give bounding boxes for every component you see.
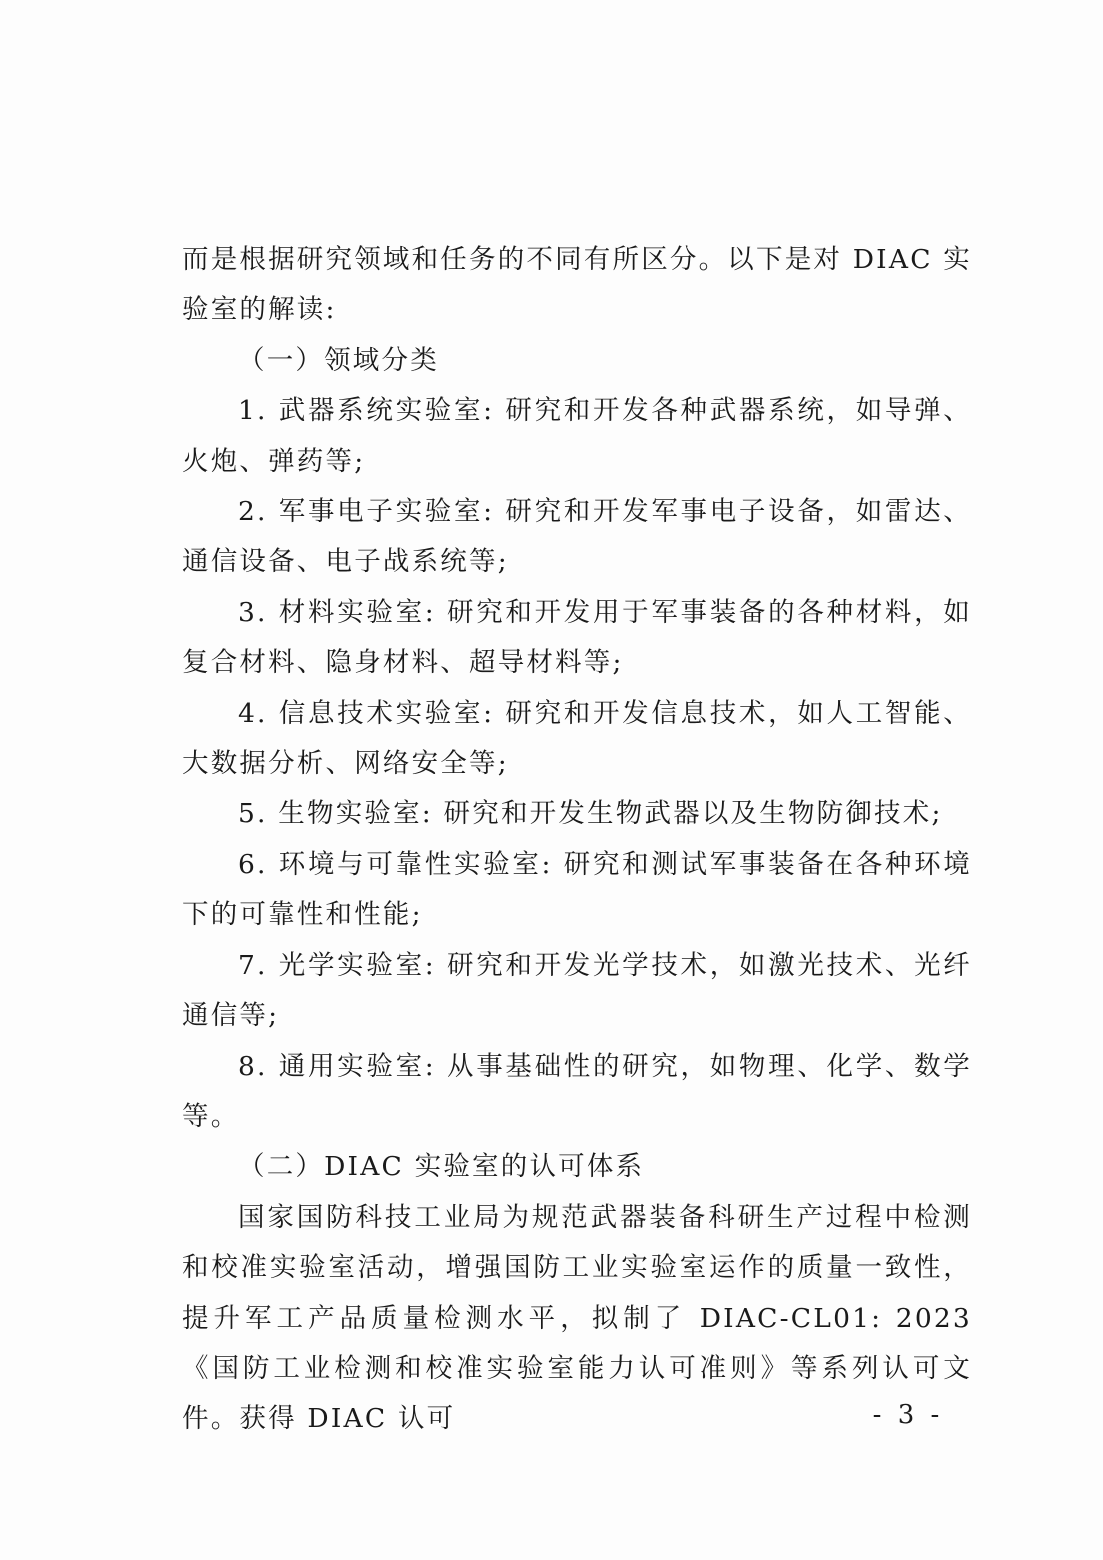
list-item-biology-lab: 5. 生物实验室: 研究和开发生物武器以及生物防御技术;	[238, 798, 943, 830]
section-heading-field-classification: （一）领域分类	[238, 344, 439, 376]
list-item-information-technology-lab: 4. 信息技术实验室: 研究和开发信息技术，如人工智能、大数据分析、网络安全等;	[182, 697, 972, 780]
list-item-general-lab: 8. 通用实验室: 从事基础性的研究，如物理、化学、数学等。	[182, 1050, 972, 1132]
list-item-optics-lab: 7. 光学实验室: 研究和开发光学技术，如激光技术、光纤通信等;	[182, 949, 972, 1032]
list-item-materials-lab: 3. 材料实验室: 研究和开发用于军事装备的各种材料，如复合材料、隐身材料、超导材料等;	[182, 596, 972, 679]
list-item-military-electronics-lab: 2. 军事电子实验室: 研究和开发军事电子设备，如雷达、通信设备、电子战系统等;	[182, 496, 972, 578]
list-item-environment-reliability-lab: 6. 环境与可靠性实验室: 研究和测试军事装备在各种环境下的可靠性和性能;	[182, 848, 972, 931]
paragraph-accreditation-description: 国家国防科技工业局为规范武器装备科研生产过程中检测和校准实验室活动，增强国防工业实验室运作的质量一致性，提升军工产品质量检测水平，拟制了 DIAC-CL01: 2023《国防工业检测和校准实验室能力认可准则》等系列认可文件。获得 DIAC 认可	[182, 1201, 972, 1435]
section-heading-accreditation-system: （二）DIAC 实验室的认可体系	[238, 1151, 645, 1183]
paragraph-intro: 而是根据研究领域和任务的不同有所区分。以下是对 DIAC 实验室的解读:	[182, 244, 972, 326]
body-text	[182, 235, 972, 1445]
page-number: - 3 -	[872, 1400, 944, 1430]
list-item-weapon-systems-lab: 1. 武器系统实验室: 研究和开发各种武器系统，如导弹、火炮、弹药等;	[182, 395, 972, 477]
